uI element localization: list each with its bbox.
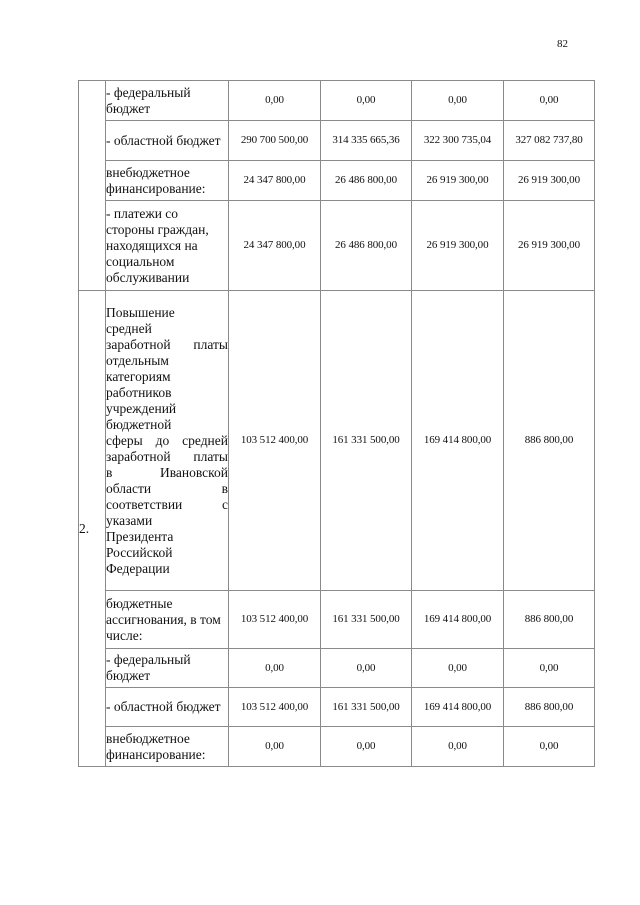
value-cell: 161 331 500,00 [321, 688, 412, 727]
row-label: - федеральный бюджет [106, 81, 229, 121]
value-cell: 314 335 665,36 [321, 121, 412, 161]
table-row [79, 201, 595, 291]
item-title-line: Президента [106, 528, 174, 544]
index-cell-empty [79, 81, 106, 291]
table-row [79, 291, 595, 591]
item-title-line: сферы до средней [106, 432, 228, 448]
value-cell: 103 512 400,00 [229, 688, 321, 727]
item-title-line: указами [106, 512, 153, 528]
value-cell: 0,00 [412, 81, 504, 121]
value-cell: 26 919 300,00 [412, 201, 504, 291]
item-title-line: области в [106, 480, 228, 496]
value-cell: 0,00 [504, 649, 595, 688]
value-cell: 0,00 [321, 81, 412, 121]
row-label: внебюджетное финансирование: [106, 727, 229, 767]
value-cell: 886 800,00 [504, 291, 595, 591]
table-row [79, 688, 595, 727]
item-title-line: учреждений [106, 400, 177, 416]
item-title-line: заработной платы [106, 448, 228, 464]
item-title-line: категориям [106, 368, 171, 384]
item-title-line: работников [106, 384, 172, 400]
table-row [79, 591, 595, 649]
item-title [106, 291, 229, 591]
value-cell: 161 331 500,00 [321, 591, 412, 649]
value-cell: 169 414 800,00 [412, 291, 504, 591]
value-cell: 24 347 800,00 [229, 201, 321, 291]
value-cell: 24 347 800,00 [229, 161, 321, 201]
table-row [79, 81, 595, 121]
value-cell: 26 919 300,00 [504, 201, 595, 291]
value-cell: 103 512 400,00 [229, 591, 321, 649]
value-cell: 26 486 800,00 [321, 161, 412, 201]
item-title-line: Федерации [106, 560, 170, 576]
value-cell: 290 700 500,00 [229, 121, 321, 161]
value-cell: 322 300 735,04 [412, 121, 504, 161]
item-index: 2. [79, 291, 106, 767]
value-cell: 327 082 737,80 [504, 121, 595, 161]
item-title-line: в Ивановской [106, 464, 228, 480]
page-number: 82 [557, 38, 568, 50]
value-cell: 0,00 [321, 727, 412, 767]
value-cell: 0,00 [412, 649, 504, 688]
item-title-line: отдельным [106, 352, 169, 368]
row-label: бюджетные ассигнования, в том числе: [106, 591, 229, 649]
value-cell: 886 800,00 [504, 688, 595, 727]
row-label: - федеральный бюджет [106, 649, 229, 688]
value-cell: 886 800,00 [504, 591, 595, 649]
value-cell: 161 331 500,00 [321, 291, 412, 591]
value-cell: 169 414 800,00 [412, 688, 504, 727]
row-label: внебюджетное финансирование: [106, 161, 229, 201]
table-row [79, 161, 595, 201]
row-label: - платежи со стороны граждан, находящихся на социальном обслуживании [106, 201, 229, 291]
value-cell: 0,00 [229, 81, 321, 121]
budget-table [78, 80, 595, 767]
item-title-line: средней [106, 320, 152, 336]
table-row [79, 727, 595, 767]
item-title-line: Российской [106, 544, 173, 560]
table-row [79, 121, 595, 161]
item-title-line: соответствии с [106, 496, 228, 512]
item-title-line: Повышение [106, 304, 175, 320]
item-title-line: бюджетной [106, 416, 172, 432]
row-label: - областной бюджет [106, 121, 229, 161]
value-cell: 26 919 300,00 [412, 161, 504, 201]
row-label: - областной бюджет [106, 688, 229, 727]
table-row [79, 649, 595, 688]
item-title-line: заработной платы [106, 336, 228, 352]
value-cell: 26 486 800,00 [321, 201, 412, 291]
value-cell: 26 919 300,00 [504, 161, 595, 201]
value-cell: 0,00 [229, 727, 321, 767]
value-cell: 0,00 [504, 81, 595, 121]
value-cell: 103 512 400,00 [229, 291, 321, 591]
value-cell: 169 414 800,00 [412, 591, 504, 649]
value-cell: 0,00 [504, 727, 595, 767]
value-cell: 0,00 [321, 649, 412, 688]
value-cell: 0,00 [229, 649, 321, 688]
value-cell: 0,00 [412, 727, 504, 767]
